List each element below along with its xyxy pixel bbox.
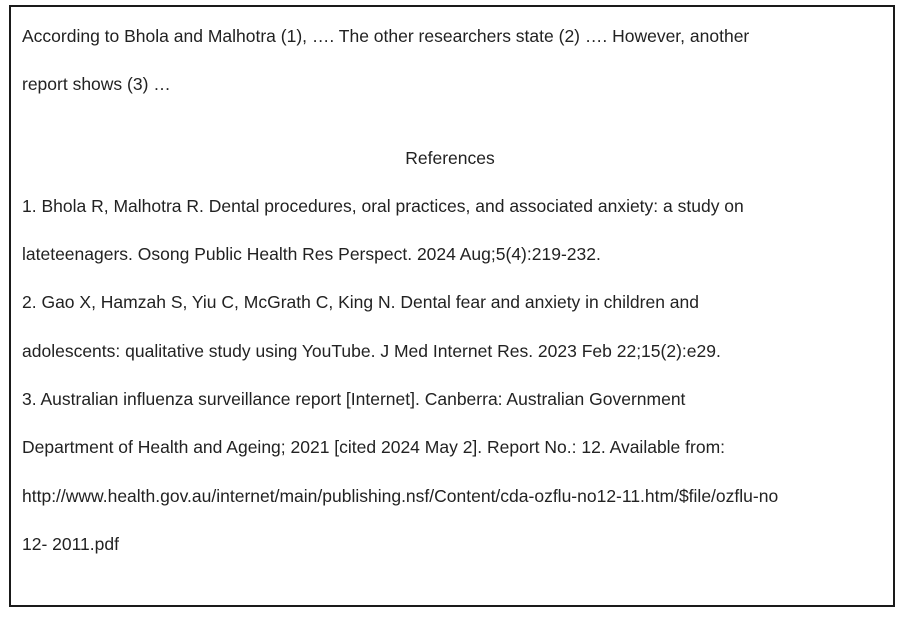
document-frame xyxy=(9,5,895,607)
references-list xyxy=(22,182,893,568)
reference-line: 3. Australian influenza surveillance report [Internet]. Canberra: Australian Government xyxy=(22,389,686,410)
intro-line: report shows (3) … xyxy=(22,74,171,95)
references-heading: References xyxy=(405,147,495,168)
reference-line: 2. Gao X, Hamzah S, Yiu C, McGrath C, King N. Dental fear and anxiety in children and xyxy=(22,292,699,313)
reference-line: Department of Health and Ageing; 2021 [cited 2024 May 2]. Report No.: 12. Available from: xyxy=(22,437,726,458)
intro-line: According to Bhola and Malhotra (1), …. The other researchers state (2) …. However, another xyxy=(22,26,750,46)
reference-url-line[interactable]: http://www.health.gov.au/internet/main/publishing.nsf/Content/cda-ozflu-no12-11.htm/$file/ozflu-no xyxy=(22,485,779,506)
document-body xyxy=(22,12,893,568)
reference-line: 1. Bhola R, Malhotra R. Dental procedures, oral practices, and associated anxiety: a study on xyxy=(22,195,744,216)
reference-line: adolescents: qualitative study using YouTube. J Med Internet Res. 2023 Feb 22;15(2):e29. xyxy=(22,340,721,361)
reference-line: lateteenagers. Osong Public Health Res Perspect. 2024 Aug;5(4):219-232. xyxy=(22,244,601,265)
intro-paragraph xyxy=(22,12,893,109)
reference-url-line[interactable]: 12- 2011.pdf xyxy=(22,533,119,554)
